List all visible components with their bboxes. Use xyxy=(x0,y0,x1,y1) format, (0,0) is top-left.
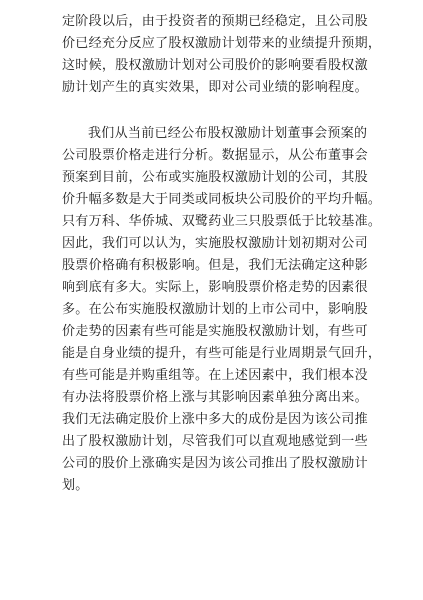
text-line: 预案到目前，公布或实施股权激励计划的公司，其股 xyxy=(62,170,368,185)
text-line: 公司股票价格走进行分析。数据显示，从公布董事会 xyxy=(62,148,368,163)
text-line: 划。 xyxy=(62,478,89,493)
text-line: 价已经充分反应了股权激励计划带来的业绩提升预期， xyxy=(62,36,382,51)
paragraph-continuation xyxy=(62,12,382,100)
text-line: 只有万科、华侨城、双鹭药业三只股票低于比较基准。 xyxy=(62,214,382,229)
text-line: 价走势的因素有些可能是实施股权激励计划，有些可 xyxy=(62,324,368,339)
text-line: 因此，我们可以认为，实施股权激励计划初期对公司 xyxy=(62,236,368,251)
text-line: 多。在公布实施股权激励计划的上市公司中，影响股 xyxy=(62,302,368,317)
text-line: 股票价格确有积极影响。但是，我们无法确定这种影 xyxy=(62,258,368,273)
text-line: 我们无法确定股价上涨中多大的成份是因为该公司推 xyxy=(62,412,368,427)
paragraph-analysis xyxy=(62,124,382,498)
text-line: 能是自身业绩的提升，有些可能是行业周期景气回升， xyxy=(62,346,382,361)
text-line: 价升幅多数是大于同类或同板块公司股价的平均升幅。 xyxy=(62,192,382,207)
text-line: 出了股权激励计划，尽管我们可以直观地感觉到一些 xyxy=(62,434,368,449)
text-line: 有些可能是并购重组等。在上述因素中，我们根本没 xyxy=(62,368,368,383)
text-line: 定阶段以后，由于投资者的预期已经稳定，且公司股 xyxy=(62,14,368,29)
text-line: 响到底有多大。实际上，影响股票价格走势的因素很 xyxy=(62,280,368,295)
text-line: 有办法将股票价格上涨与其影响因素单独分离出来。 xyxy=(62,390,368,405)
text-line: 这时候，股权激励计划对公司股价的影响要看股权激 xyxy=(62,58,368,73)
text-line: 励计划产生的真实效果，即对公司业绩的影响程度。 xyxy=(62,80,368,95)
text-line: 公司的股价上涨确实是因为该公司推出了股权激励计 xyxy=(62,456,368,471)
text-line: 我们从当前已经公布股权激励计划董事会预案的 xyxy=(88,126,368,141)
